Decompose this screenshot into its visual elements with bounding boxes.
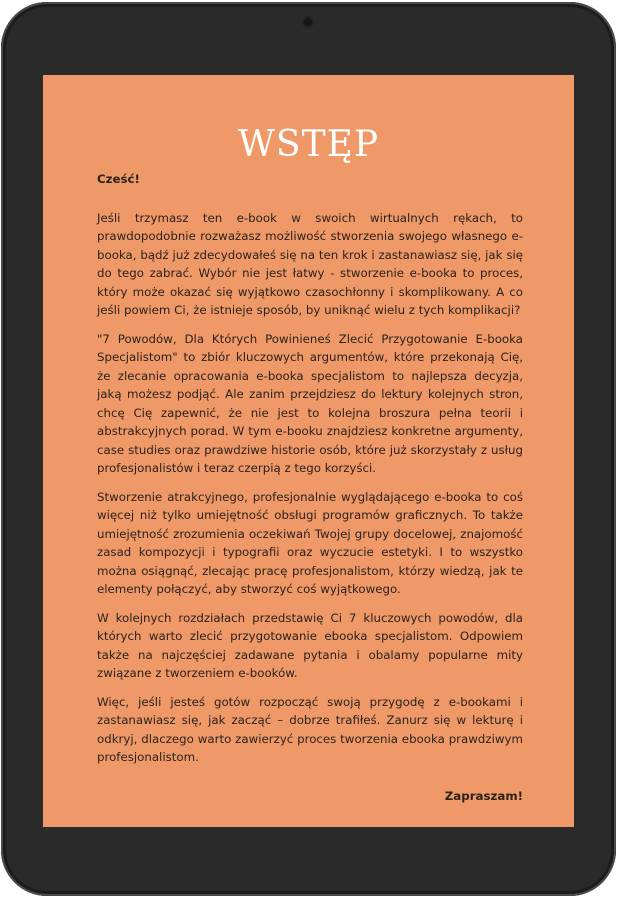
- paragraph-5: Więc, jeśli jesteś gotów rozpocząć swoją przygodę z e-bookami i zastanawiasz się, jak zacząć – dobrze trafiłeś. Zanurz się w lekturę i odkryj, dlaczego warto zawierzyć proces tworzenia ebooka prawdziwym profesjonalistom.: [97, 694, 523, 764]
- closing-text: Zapraszam!: [444, 788, 523, 803]
- ebook-page: [43, 75, 574, 827]
- paragraph-2: "7 Powodów, Dla Których Powinieneś Zlecić Przygotowanie E-booka Specjalistom" to zbiór kluczowych argumentów, które przekonają Cię, że zlecanie opracowania e-booka specjalistom to najlepsza decyzja, jaką możesz podjąć. Ale zanim przejdziesz do lektury kolejnych stron, chcę Cię zapewnić, że nie jest to kolejna broszura pełna teorii i abstrakcyjnych porad. W tym e-booku znajdziesz konkretne argumenty, case studies oraz prawdziwe historie osób, które już skorzystały z usług profesjonalistów i teraz czerpią z tego korzyści.: [97, 331, 523, 475]
- greeting: Cześć!: [97, 172, 140, 186]
- page-title: WSTĘP: [237, 124, 380, 165]
- paragraph-3: Stworzenie atrakcyjnego, profesjonalnie wyglądającego e-booka to coś więcej niż tylko umiejętność obsługi programów graficznych. To także umiejętność zrozumienia oczekiwań Twojej grupy docelowej, znajomość zasad kompozycji i typografii oraz wyczucie estetyki. I to wszystko można osiągnąć, zlecając pracę profesjonalistom, którzy wiedzą, jak te elementy połączyć, aby stworzyć coś wyjątkowego.: [97, 489, 523, 596]
- paragraph-1: Jeśli trzymasz ten e-book w swoich wirtualnych rękach, to prawdopodobnie rozważasz możliwość stworzenia swojego własnego e-booka, bądź już zdecydowałeś się na ten krok i zastanawiasz się, jak się do tego zabrać. Wybór nie jest łatwy - stworzenie e-booka to proces, który może okazać się wyjątkowo czasochłonny i skomplikowany. A co jeśli powiem Ci, że istnieje sposób, by uniknąć wielu z tych komplikacji?: [97, 210, 523, 317]
- page-content: [97, 170, 523, 805]
- paragraph-4: W kolejnych rozdziałach przedstawię Ci 7 kluczowych powodów, dla których warto zlecić przygotowanie ebooka specjalistom. Odpowiem także na najczęściej zadawane pytania i obalamy popularne mity związane z tworzeniem e-booków.: [97, 610, 523, 680]
- camera-icon: [304, 18, 312, 26]
